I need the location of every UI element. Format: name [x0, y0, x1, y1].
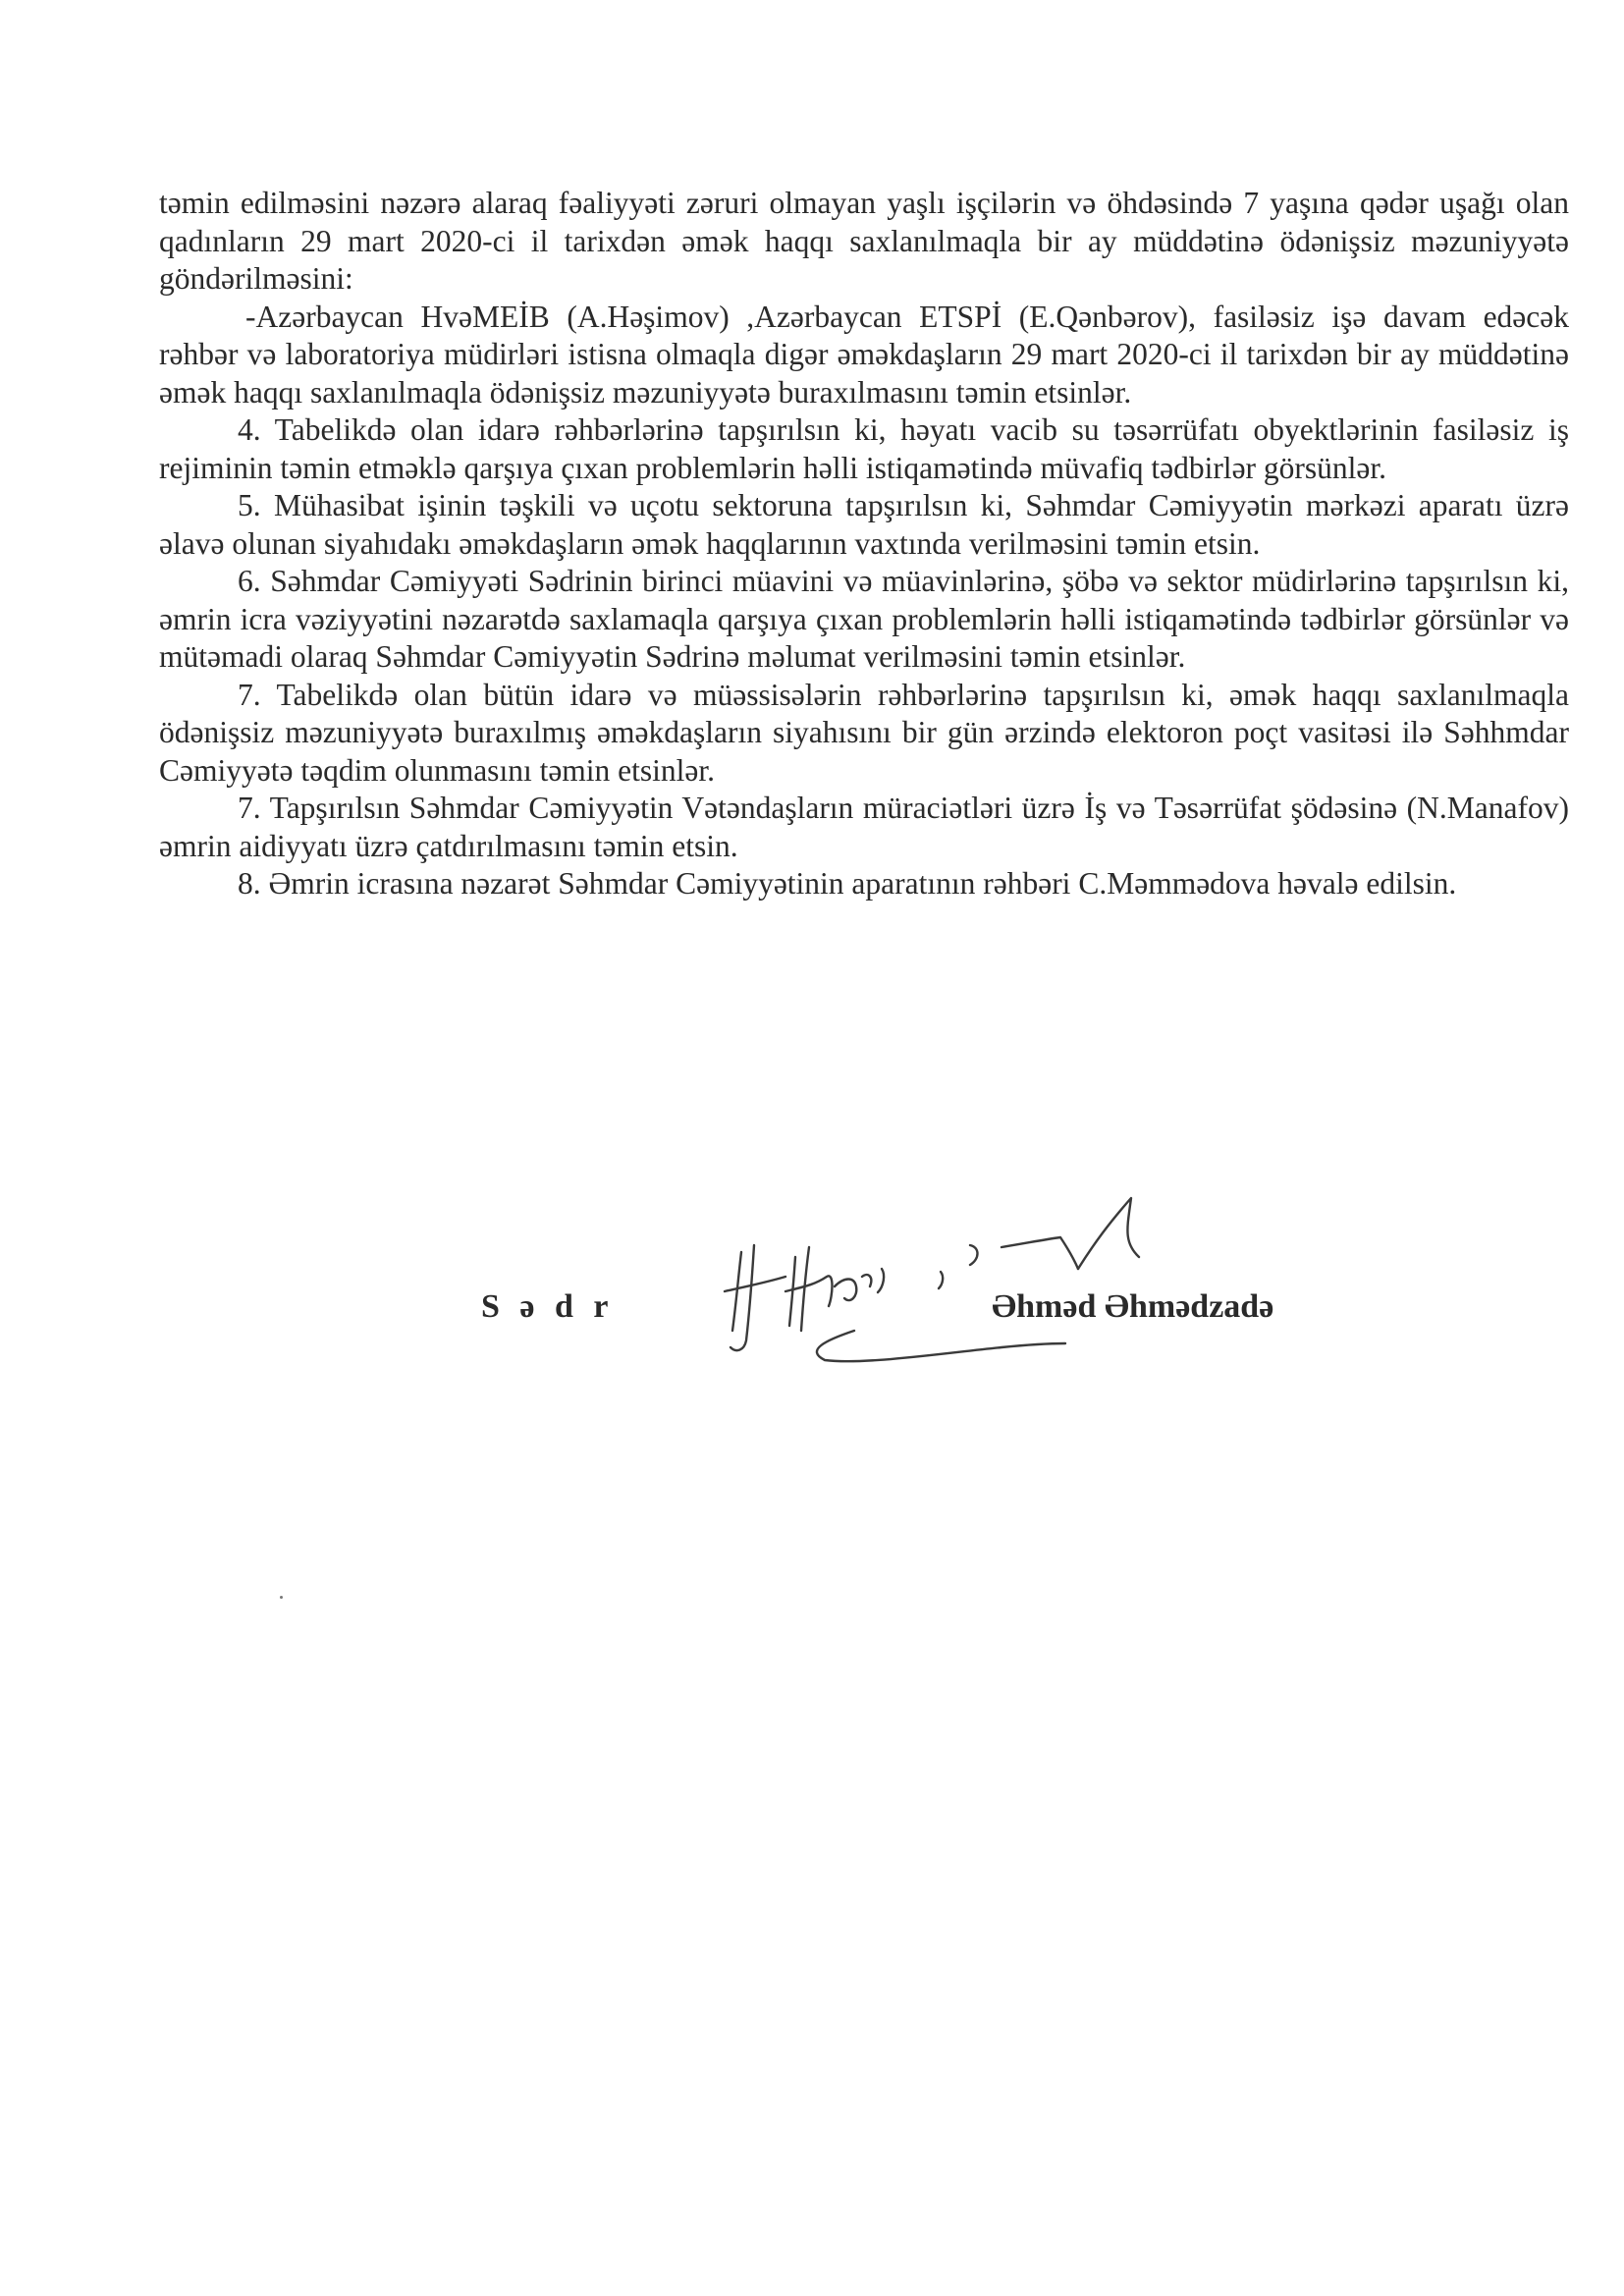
paragraph-item-6: 6. Səhmdar Cəmiyyəti Sədrinin birinci müavini və müavinlərinə, şöbə və sektor müdirlərinə tapşırılsın ki, əmrin icra vəziyyətini nəzarətdə saxlamaqla qarşıya çıxan problemlərin həlli istiqamətində tədbirlər görsünlər və mütəmadi olaraq Səhmdar Cəmiyyətin Sədrinə məlumat verilməsini təmin etsinlər.	[159, 564, 1569, 674]
handwritten-signature	[707, 1129, 1218, 1385]
scan-speck	[280, 1596, 283, 1599]
paragraph-continuation: təmin edilməsini nəzərə alaraq fəaliyyəti zəruri olmayan yaşlı işçilərin və öhdəsində 7 yaşına qədər uşağı olan qadınların 29 mart 2020-ci il tarixdən əmək haqqı saxlanılmaqla bir ay müddətinə ödənişsiz məzuniyyətə göndərilməsini:	[159, 186, 1569, 296]
paragraph-sub-item: -Azərbaycan HvəMEİB (A.Həşimov) ,Azərbaycan ETSPİ (E.Qənbərov), fasiləsiz işə davam edəcək rəhbər və laboratoriya müdirləri istisna olmaqla digər əməkdaşların 29 mart 2020-ci il tarixdən bir ay müddətinə əmək haqqı saxlanılmaqla ödənişsiz məzuniyyətə buraxılmasını təmin etsinlər.	[159, 299, 1569, 410]
paragraph-item-5: 5. Mühasibat işinin təşkili və uçotu sektoruna tapşırılsın ki, Səhmdar Cəmiyyətin mərkəzi aparatı üzrə əlavə olunan siyahıdakı əməkdaşların əmək haqqlarının vaxtında verilməsini təmin etsin.	[159, 488, 1569, 561]
signer-name: Əhməd Əhmədzadə	[992, 1288, 1274, 1325]
paragraph-item-4: 4. Tabelikdə olan idarə rəhbərlərinə tapşırılsın ki, həyatı vacib su təsərrüfatı obyektlərinin fasiləsiz iş rejiminin təmin etməklə qarşıya çıxan problemlərin həlli istiqamətində müvafiq tədbirlər görsünlər.	[159, 412, 1569, 485]
signer-title: S ə d r	[481, 1288, 615, 1325]
document-body	[159, 185, 1569, 903]
paragraph-item-8: 8. Əmrin icrasına nəzarət Səhmdar Cəmiyyətinin aparatının rəhbəri C.Məmmədova həvalə edilsin.	[238, 866, 1457, 901]
paragraph-item-7a: 7. Tabelikdə olan bütün idarə və müəssisələrin rəhbərlərinə tapşırılsın ki, əmək haqqı saxlanılmaqla ödənişsiz məzuniyyətə buraxılmış əməkdaşların siyahısını bir gün ərzində elektoron poçt vasitəsi ilə Səhhmdar Cəmiyyətə təqdim olunmasını təmin etsinlər.	[159, 677, 1569, 788]
paragraph-item-7b: 7. Tapşırılsın Səhmdar Cəmiyyətin Vətəndaşların müraciətləri üzrə İş və Təsərrüfat şödəsinə (N.Manafov) əmrin aidiyyatı üzrə çatdırılmasını təmin etsin.	[159, 791, 1569, 863]
